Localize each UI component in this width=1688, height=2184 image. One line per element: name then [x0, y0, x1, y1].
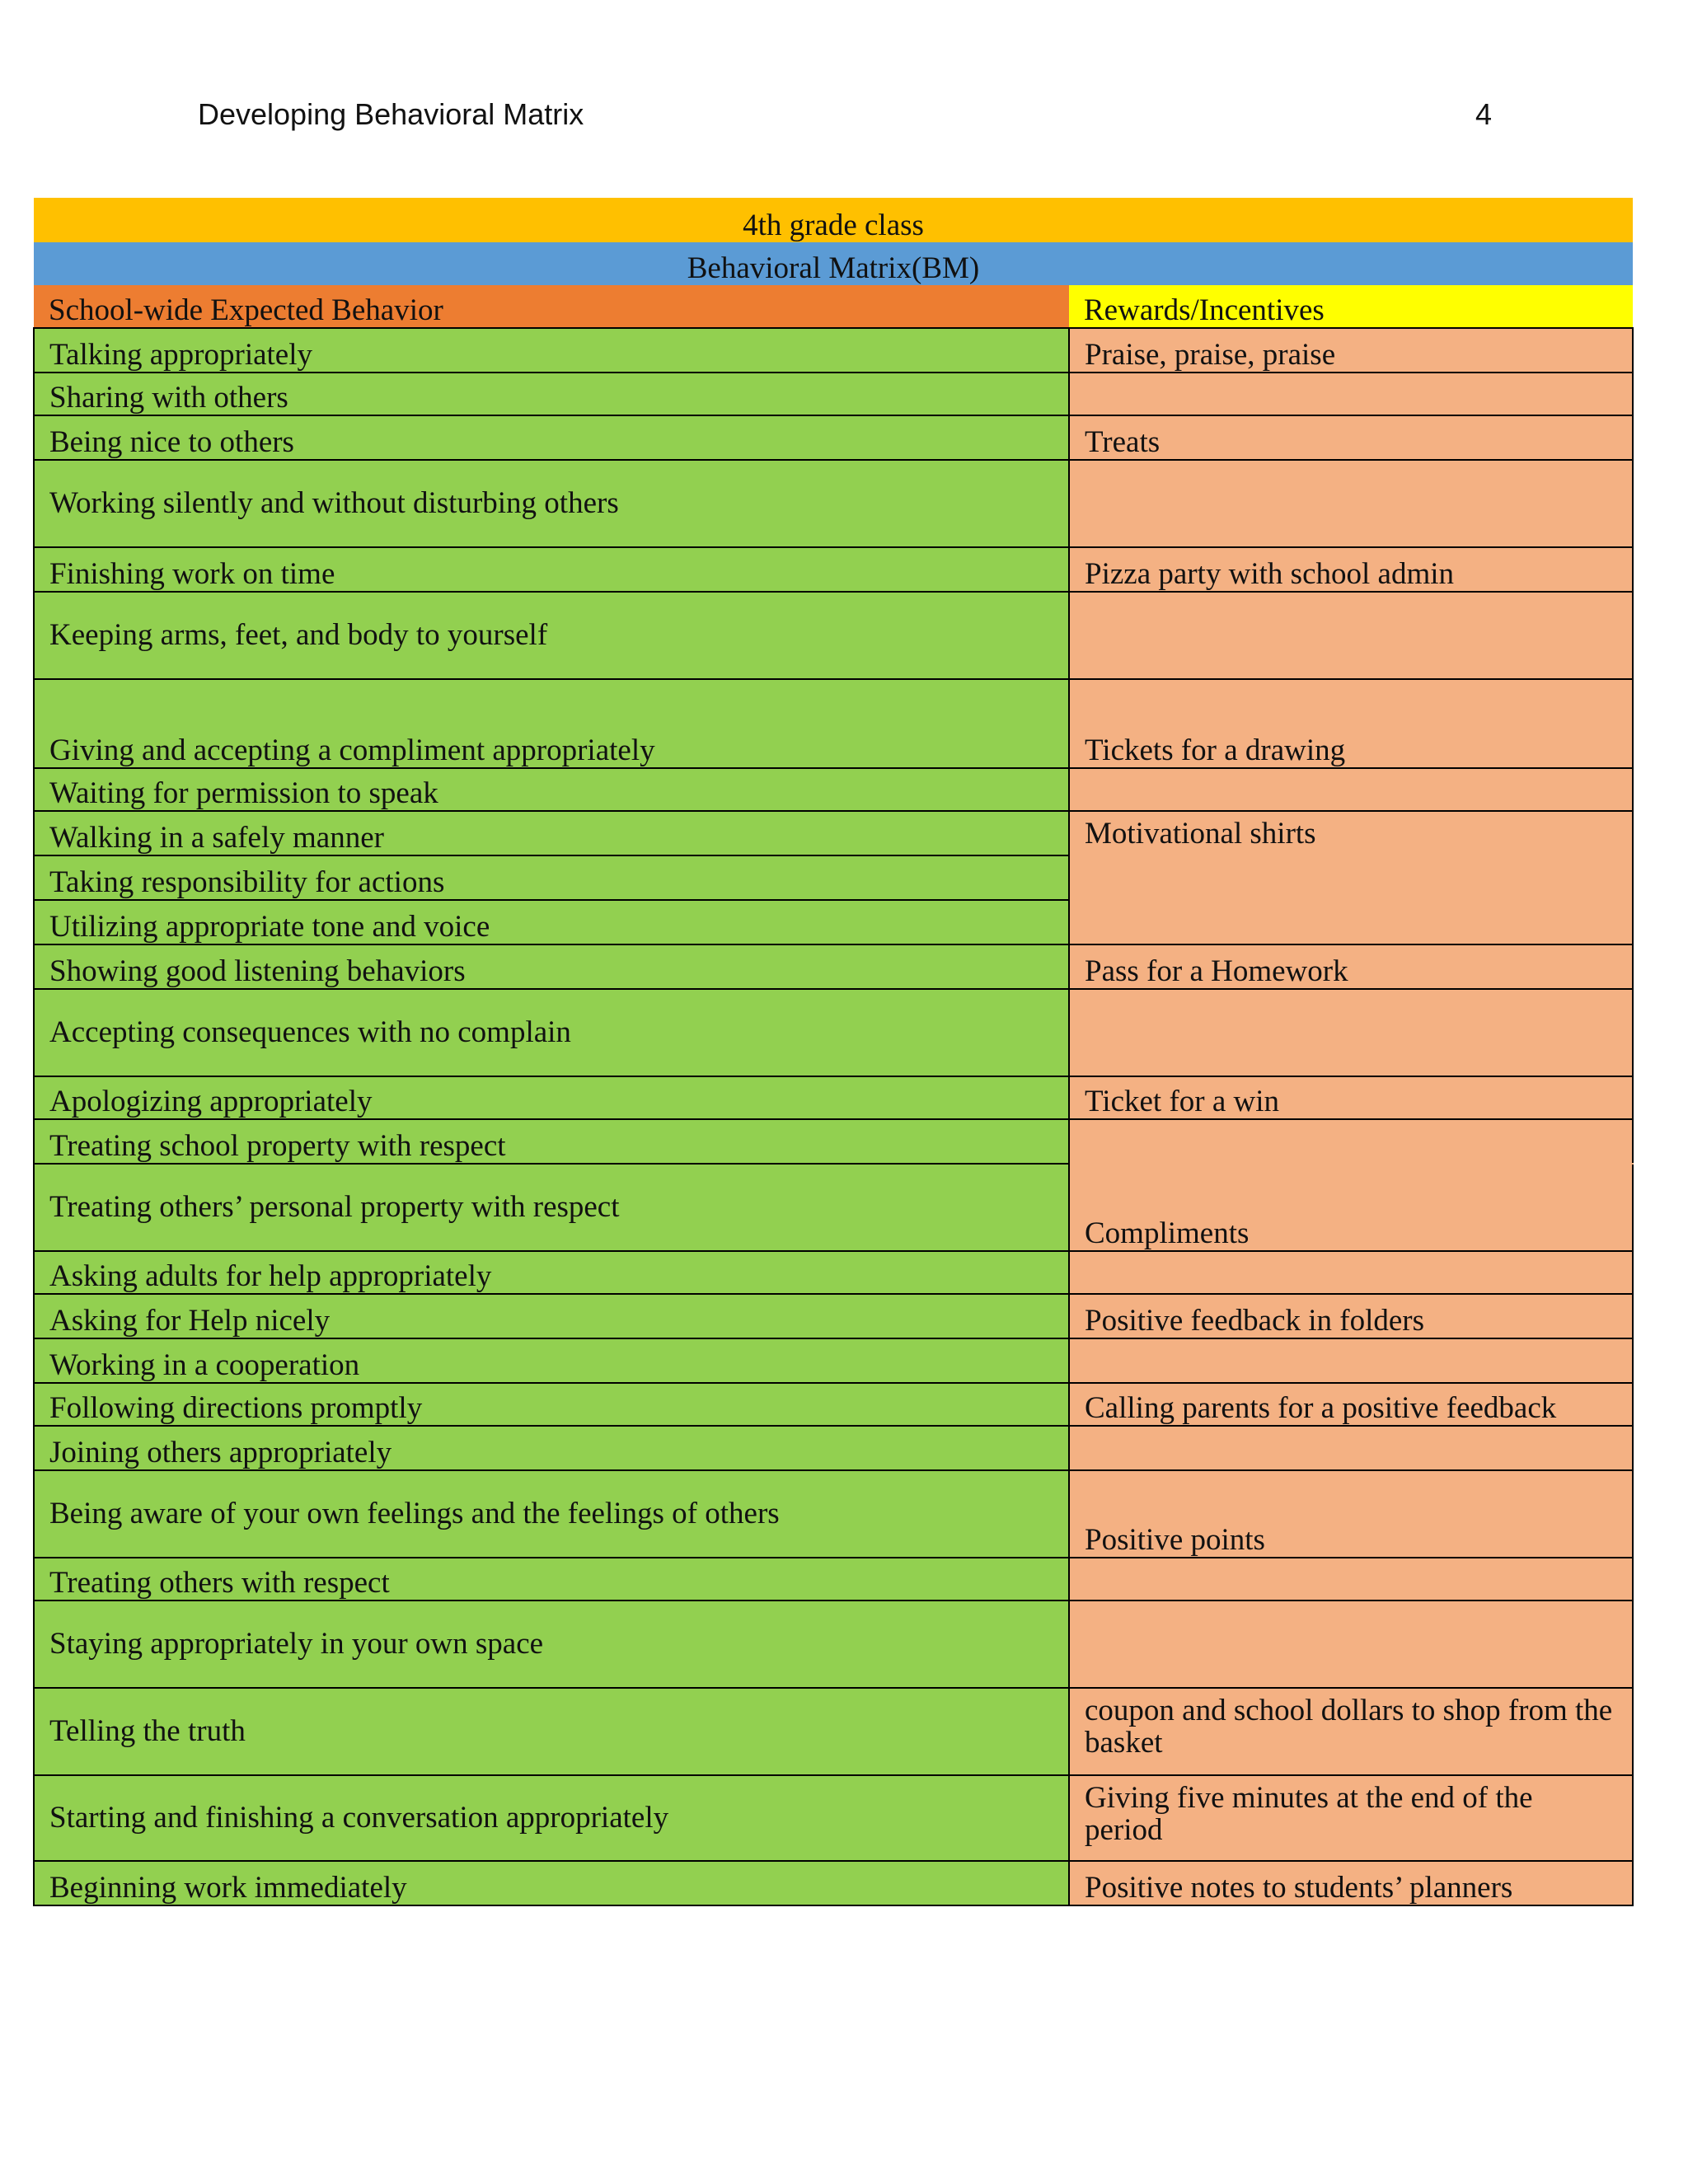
column-header-row	[34, 285, 1633, 328]
reward-cell-empty	[1069, 1251, 1633, 1294]
behavior-cell: Beginning work immediately	[34, 1861, 1069, 1905]
behavior-cell: Staying appropriately in your own space	[34, 1601, 1069, 1688]
table-row	[34, 1076, 1633, 1119]
table-row	[34, 1119, 1633, 1164]
table-row	[34, 768, 1633, 811]
reward-cell: coupon and school dollars to shop from the basket	[1069, 1688, 1633, 1775]
reward-cell: Pizza party with school admin	[1069, 547, 1633, 592]
reward-cell-empty	[1069, 460, 1633, 547]
behavior-cell: Sharing with others	[34, 373, 1069, 415]
table-row	[34, 1601, 1633, 1688]
behavior-cell: Asking for Help nicely	[34, 1294, 1069, 1338]
behavior-cell: Telling the truth	[34, 1688, 1069, 1775]
behavior-cell: Keeping arms, feet, and body to yourself	[34, 592, 1069, 679]
behavior-cell: Working in a cooperation	[34, 1338, 1069, 1383]
reward-cell-empty	[1069, 1601, 1633, 1688]
behavior-cell: Starting and finishing a conversation appropriately	[34, 1775, 1069, 1861]
behavior-cell: Apologizing appropriately	[34, 1076, 1069, 1119]
table-row	[34, 1338, 1633, 1383]
behavior-cell: Taking responsibility for actions	[34, 855, 1069, 900]
reward-cell: Positive feedback in folders	[1069, 1294, 1633, 1338]
reward-cell-empty	[1069, 1338, 1633, 1383]
table-row	[34, 811, 1633, 855]
behavior-cell: Treating others with respect	[34, 1558, 1069, 1601]
table-row	[34, 679, 1633, 768]
reward-cell: Motivational shirts	[1069, 811, 1633, 944]
reward-cell: Giving five minutes at the end of the period	[1069, 1775, 1633, 1861]
reward-cell: Pass for a Homework	[1069, 944, 1633, 989]
reward-cell-empty	[1069, 1426, 1633, 1470]
running-head-title: Developing Behavioral Matrix	[198, 97, 584, 131]
table-row	[34, 1164, 1633, 1251]
behavior-cell: Treating others’ personal property with respect	[34, 1164, 1069, 1251]
behavior-cell: Waiting for permission to speak	[34, 768, 1069, 811]
reward-cell-empty	[1069, 989, 1633, 1076]
table-row	[34, 1426, 1633, 1470]
behavior-cell: Showing good listening behaviors	[34, 944, 1069, 989]
class-title-row	[34, 198, 1633, 242]
behavioral-matrix-table	[33, 198, 1634, 1906]
reward-cell: Compliments	[1069, 1164, 1633, 1251]
table-row	[34, 989, 1633, 1076]
reward-cell: Treats	[1069, 415, 1633, 460]
reward-cell: Praise, praise, praise	[1069, 328, 1633, 373]
table-row	[34, 1775, 1633, 1861]
reward-cell-empty	[1069, 592, 1633, 679]
behavior-cell: Being aware of your own feelings and the feelings of others	[34, 1470, 1069, 1558]
behavior-cell: Walking in a safely manner	[34, 811, 1069, 855]
reward-cell: Ticket for a win	[1069, 1076, 1633, 1119]
reward-cell: Positive points	[1069, 1470, 1633, 1558]
reward-cell: Tickets for a drawing	[1069, 679, 1633, 768]
table-row	[34, 944, 1633, 989]
behavior-cell: Working silently and without disturbing others	[34, 460, 1069, 547]
matrix-title: Behavioral Matrix(BM)	[34, 242, 1633, 285]
behavior-cell: Giving and accepting a compliment appropriately	[34, 679, 1069, 768]
reward-cell: Calling parents for a positive feedback	[1069, 1383, 1633, 1426]
table-row	[34, 1688, 1633, 1775]
table-row	[34, 1294, 1633, 1338]
table-row	[34, 1558, 1633, 1601]
behavior-cell: Following directions promptly	[34, 1383, 1069, 1426]
table-row	[34, 373, 1633, 415]
table-row	[34, 1861, 1633, 1905]
reward-cell-empty	[1069, 1558, 1633, 1601]
table-row	[34, 1470, 1633, 1558]
class-title: 4th grade class	[34, 198, 1633, 242]
table-row	[34, 460, 1633, 547]
column-header-rewards: Rewards/Incentives	[1069, 285, 1633, 328]
reward-cell-empty	[1069, 768, 1633, 811]
table-row	[34, 1383, 1633, 1426]
page-number: 4	[1475, 97, 1492, 131]
behavior-cell: Treating school property with respect	[34, 1119, 1069, 1164]
reward-cell: Positive notes to students’ planners	[1069, 1861, 1633, 1905]
behavior-cell: Asking adults for help appropriately	[34, 1251, 1069, 1294]
reward-cell-empty	[1069, 373, 1633, 415]
behavior-cell: Accepting consequences with no complain	[34, 989, 1069, 1076]
matrix-title-row	[34, 242, 1633, 285]
table-row	[34, 415, 1633, 460]
behavior-cell: Being nice to others	[34, 415, 1069, 460]
behavior-cell: Joining others appropriately	[34, 1426, 1069, 1470]
behavior-cell: Talking appropriately	[34, 328, 1069, 373]
table-row	[34, 328, 1633, 373]
table-row	[34, 547, 1633, 592]
table-row	[34, 592, 1633, 679]
behavior-cell: Utilizing appropriate tone and voice	[34, 900, 1069, 944]
table-row	[34, 1251, 1633, 1294]
behavior-cell: Finishing work on time	[34, 547, 1069, 592]
column-header-behavior: School-wide Expected Behavior	[34, 285, 1069, 328]
reward-cell-empty	[1069, 1119, 1633, 1164]
